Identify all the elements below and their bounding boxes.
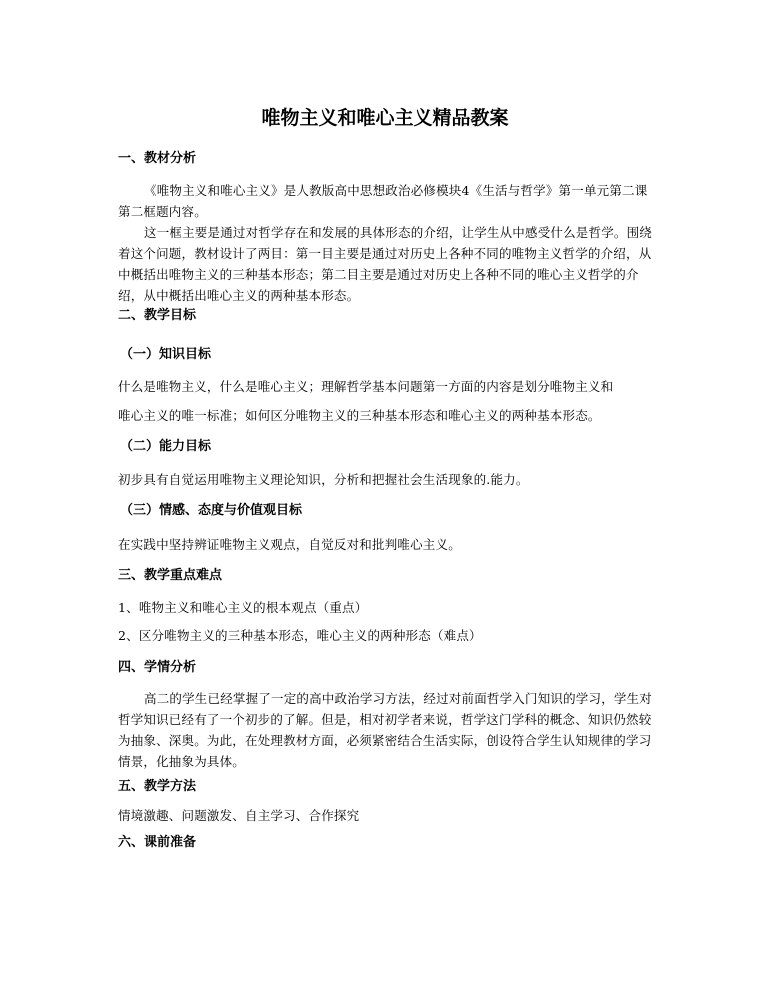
subheading-emotion-goals: （三）情感、态度与价值观目标 bbox=[120, 503, 303, 518]
emotion-goals-text: 在实践中坚持辨证唯物主义观点，自觉反对和批判唯心主义。 bbox=[118, 537, 461, 552]
teaching-methods-text: 情境激趣、问题激发、自主学习、合作探究 bbox=[118, 808, 360, 823]
section-heading-textbook-analysis: 一、教材分析 bbox=[118, 151, 197, 166]
document-title: 唯物主义和唯心主义精品教案 bbox=[261, 107, 509, 129]
section-heading-student-analysis: 四、学情分析 bbox=[118, 660, 197, 675]
knowledge-goals-line-1: 什么是唯物主义，什么是唯心主义；理解哲学基本问题第一方面的内容是划分唯物主义和 bbox=[118, 379, 614, 394]
paragraph-textbook-content: 这一框主要是通过对哲学存在和发展的具体形态的介绍，让学生从中感受什么是哲学。围绕着这个问题，教材设计了两目：第一目主要是通过对历史上各种不同的唯物主义哲学的介绍，从中概括出唯物主义的三种基本形态；第二目主要是通过对历史上各种不同的唯心主义哲学的介绍，从中概括出唯心主义的两种基本形态。 bbox=[118, 225, 653, 303]
subheading-knowledge-goals: （一）知识目标 bbox=[120, 347, 212, 362]
section-heading-preparation: 六、课前准备 bbox=[118, 835, 197, 850]
section-heading-teaching-goals: 二、教学目标 bbox=[118, 308, 197, 323]
paragraph-textbook-intro: 《唯物主义和唯心主义》是人教版高中思想政治必修模块4《生活与哲学》第一单元第二课第二框题内容。 bbox=[118, 183, 648, 219]
ability-goals-text: 初步具有自觉运用唯物主义理论知识，分析和把握社会生活现象的.能力。 bbox=[118, 472, 529, 487]
section-heading-teaching-methods: 五、教学方法 bbox=[118, 779, 197, 794]
section-heading-key-points: 三、教学重点难点 bbox=[118, 568, 223, 583]
knowledge-goals-line-2: 唯心主义的唯一标准；如何区分唯物主义的三种基本形态和唯心主义的两种基本形态。 bbox=[118, 408, 601, 423]
subheading-ability-goals: （二）能力目标 bbox=[120, 439, 212, 454]
key-point-item-1: 1、唯物主义和唯心主义的根本观点（重点） bbox=[118, 600, 368, 615]
key-point-item-2: 2、区分唯物主义的三种基本形态，唯心主义的两种形态（难点） bbox=[118, 628, 482, 643]
paragraph-student-analysis: 高二的学生已经掌握了一定的高中政治学习方法，经过对前面哲学入门知识的学习，学生对哲学知识已经有了一个初步的了解。但是，相对初学者来说，哲学这门学科的概念、知识仍然较为抽象、深奥。为此，在处理教材方面，必须紧密结合生活实际，创设符合学生认知规律的学习情景，化抽象为具体。 bbox=[118, 691, 653, 769]
